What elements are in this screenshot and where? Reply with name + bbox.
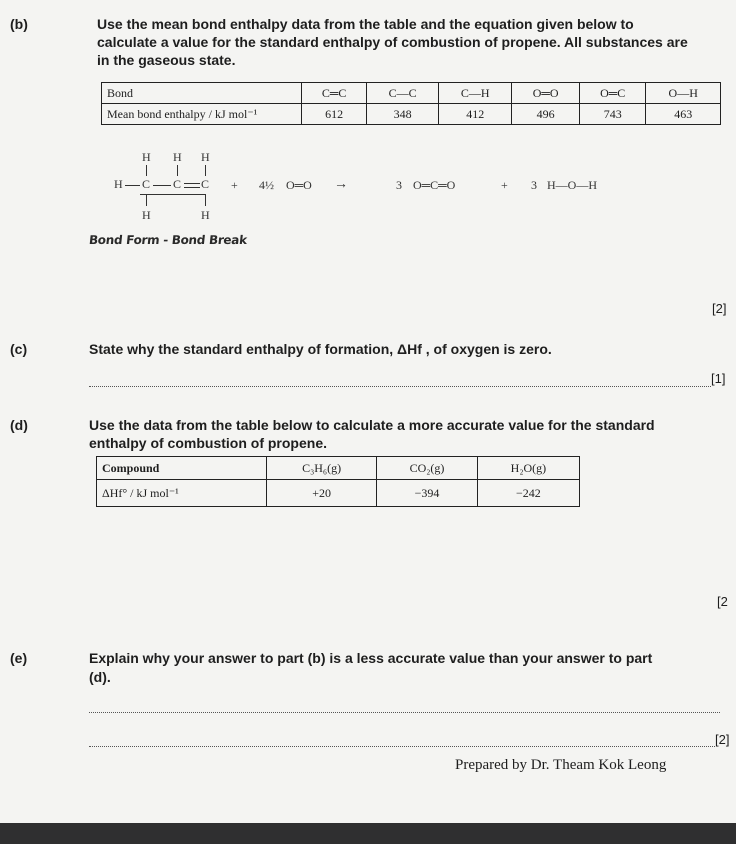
table-row	[97, 480, 580, 507]
co2-coefficient: 3	[396, 178, 402, 192]
table-cell: 463	[646, 104, 721, 125]
atom-h: H	[142, 208, 151, 222]
part-d-label: (d)	[10, 417, 28, 433]
bond-enthalpy-table	[101, 82, 721, 125]
table-row	[102, 83, 721, 104]
table-cell: 348	[367, 104, 439, 125]
table-cell: H₂O(g)	[477, 457, 579, 480]
part-e-label: (e)	[10, 650, 28, 666]
bond-line	[153, 185, 171, 186]
table-cell: C—H	[439, 83, 512, 104]
water-coefficient: 3	[531, 178, 537, 192]
atom-h: H	[142, 150, 151, 164]
answer-line[interactable]	[89, 712, 720, 713]
part-b-line3: in the gaseous state.	[97, 52, 236, 68]
table-row	[102, 104, 721, 125]
part-d-line1: Use the data from the table below to calculate a more accurate value for the standard	[89, 417, 655, 433]
part-c-marks: [1]	[711, 371, 726, 386]
table-cell: O═C	[580, 83, 646, 104]
atom-c: C	[201, 177, 210, 191]
table-cell: 612	[302, 104, 367, 125]
bond-line	[184, 183, 200, 184]
part-e-line2: (d).	[89, 669, 111, 685]
part-b-label: (b)	[10, 16, 28, 32]
table-cell: C₃H₆(g)	[267, 457, 377, 480]
table-cell: O═O	[512, 83, 580, 104]
part-b-marks: [2]	[712, 301, 727, 316]
table-cell: C—C	[367, 83, 439, 104]
table-cell: −394	[377, 480, 478, 507]
enthalpy-formation-table	[96, 456, 580, 507]
part-b-line2: calculate a value for the standard enthalpy of combustion of propene. All substances are	[97, 34, 688, 50]
table-cell: Compound	[97, 457, 267, 480]
table-cell: C═C	[302, 83, 367, 104]
combustion-equation	[100, 148, 660, 228]
part-d-marks: [2	[717, 594, 728, 609]
co2-molecule: O═C═O	[413, 178, 456, 192]
bond-line	[125, 185, 140, 186]
bond-line	[146, 165, 147, 176]
table-cell: Bond	[102, 83, 302, 104]
table-cell: 412	[439, 104, 512, 125]
table-cell: 743	[580, 104, 646, 125]
answer-line[interactable]	[89, 386, 711, 387]
table-cell: +20	[267, 480, 377, 507]
footer-credit: Prepared by Dr. Theam Kok Leong	[455, 757, 667, 773]
part-c-label: (c)	[10, 341, 28, 357]
table-cell: −242	[477, 480, 579, 507]
bond-line	[184, 187, 200, 188]
oxygen-coefficient: 4½	[259, 178, 274, 192]
atom-h: H	[114, 177, 123, 191]
table-cell: CO₂(g)	[377, 457, 478, 480]
bond-line	[146, 194, 147, 206]
plus-sign: +	[231, 178, 238, 192]
reaction-arrow: →	[334, 177, 348, 192]
answer-line[interactable]	[89, 746, 715, 747]
part-e-line1: Explain why your answer to part (b) is a less accurate value than your answer to part	[89, 650, 653, 666]
bottom-bar	[0, 823, 736, 844]
table-cell: Mean bond enthalpy / kJ mol⁻¹	[102, 104, 302, 125]
table-cell: 496	[512, 104, 580, 125]
oxygen-molecule: O═O	[286, 178, 312, 192]
part-b-line1: Use the mean bond enthalpy data from the table and the equation given below to	[97, 16, 634, 32]
handwritten-note: Bond Form - Bond Break	[88, 233, 248, 247]
bond-line	[205, 165, 206, 176]
bond-line	[177, 165, 178, 176]
atom-h: H	[201, 150, 210, 164]
bond-line	[140, 194, 206, 195]
atom-h: H	[173, 150, 182, 164]
atom-c: C	[142, 177, 151, 191]
table-cell: ΔHf° / kJ mol⁻¹	[97, 480, 267, 507]
table-row	[97, 457, 580, 480]
part-c-text: State why the standard enthalpy of formation, ΔHf , of oxygen is zero.	[89, 341, 552, 357]
atom-h: H	[201, 208, 210, 222]
bond-line	[205, 194, 206, 206]
water-molecule: H—O—H	[547, 178, 597, 192]
table-cell: O—H	[646, 83, 721, 104]
part-e-marks: [2]	[715, 732, 730, 747]
part-d-line2: enthalpy of combustion of propene.	[89, 435, 327, 451]
plus-sign: +	[501, 178, 508, 192]
atom-c: C	[173, 177, 182, 191]
